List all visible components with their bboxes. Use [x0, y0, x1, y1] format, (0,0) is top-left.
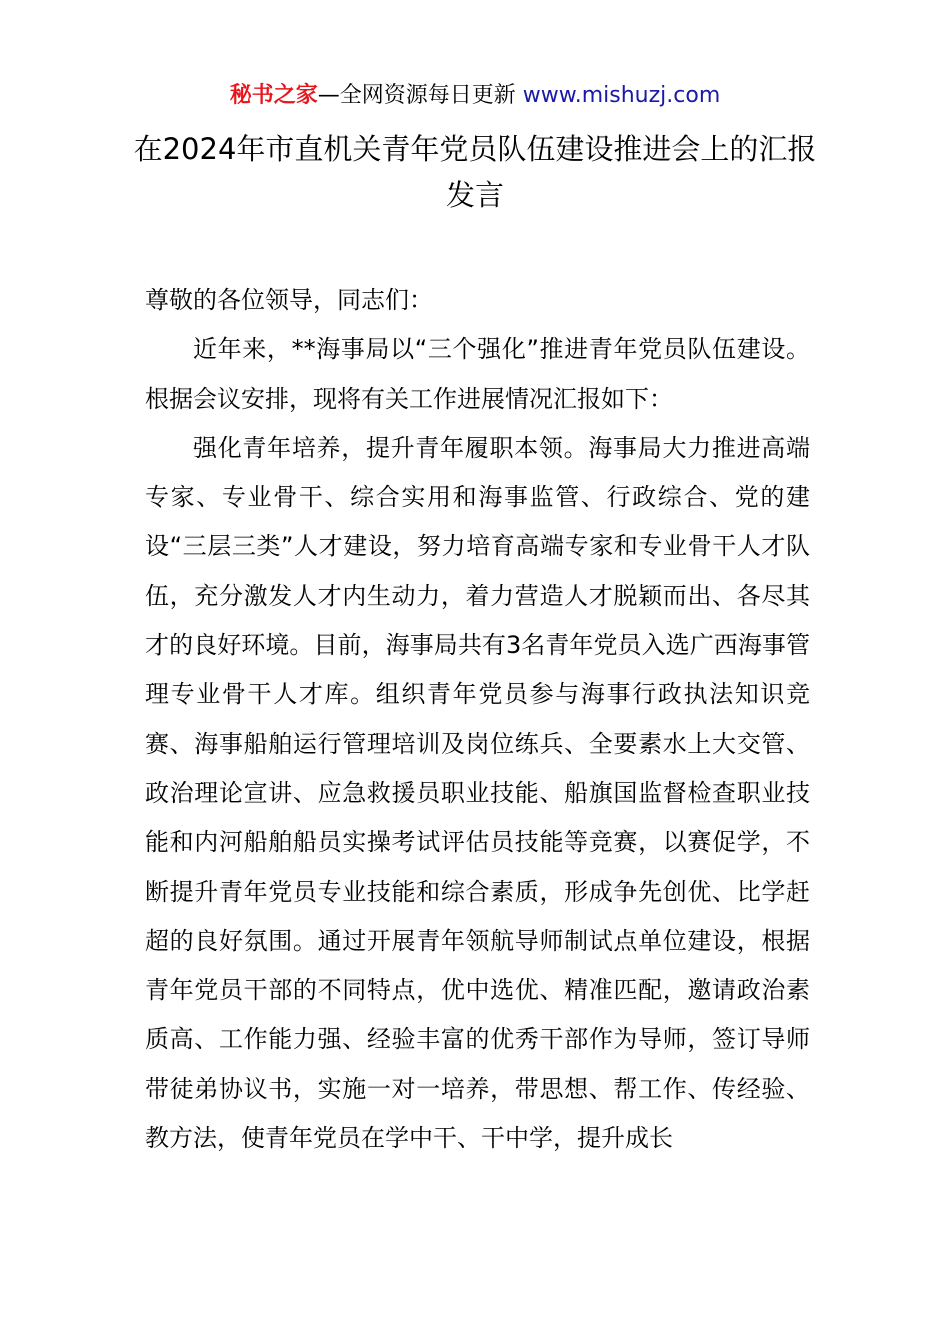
intro-paragraph: 近年来，**海事局以“三个强化”推进青年党员队伍建设。根据会议安排，现将有关工作进展情况汇报如下： — [145, 335, 810, 413]
site-brand: 秘书之家 — [229, 83, 318, 108]
site-header — [0, 80, 950, 112]
document-title: 在2024年市直机关青年党员队伍建设推进会上的汇报发言 — [133, 132, 817, 212]
site-tagline: —全网资源每日更新 — [317, 83, 516, 108]
site-url-link[interactable]: www.mishuzj.com — [522, 83, 721, 108]
salutation: 尊敬的各位领导，同志们： — [145, 286, 433, 314]
section-paragraph: 强化青年培养，提升青年履职本领。海事局大力推进高端专家、专业骨干、综合实用和海事监管、行政综合、党的建设“三层三类”人才建设，努力培育高端专家和专业骨干人才队伍，充分激发人才内生动力，着力营造人才脱颖而出、各尽其才的良好环境。目前，海事局共有3名青年党员入选广西海事管理专业骨干人才库。组织青年党员参与海事行政执法知识竞赛、海事船舶运行管理培训及岗位练兵、全要素水上大交管、政治理论宣讲、应急救援员职业技能、船旗国监督检查职业技能和内河船舶船员实操考试评估员技能等竞赛，以赛促学，不断提升青年党员专业技能和综合素质，形成争先创优、比学赶超的良好氛围。通过开展青年领航导师制试点单位建设，根据青年党员干部的不同特点，优中选优、精准匹配，邀请政治素质高、工作能力强、经验丰富的优秀干部作为导师，签订导师带徒弟协议书，实施一对一培养，带思想、帮工作、传经验、教方法，使青年党员在学中干、干中学，提升成长 — [145, 433, 810, 1153]
document-body — [145, 276, 810, 1163]
